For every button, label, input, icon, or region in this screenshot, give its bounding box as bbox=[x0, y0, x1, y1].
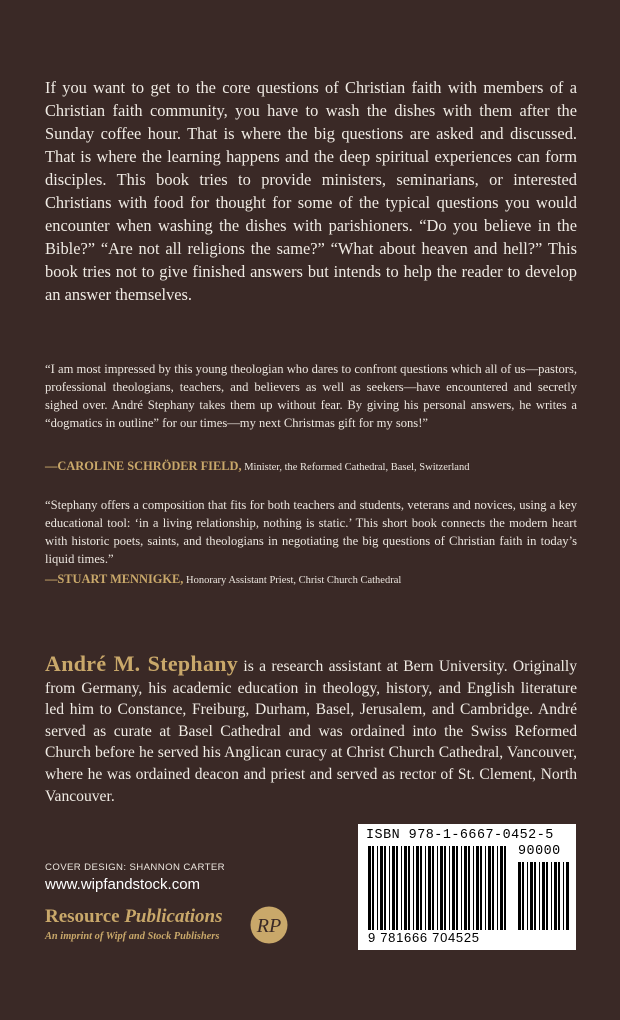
back-cover-blurb: If you want to get to the core questions of Christian faith with members of a Christian faith community, you have to wash the dishes with them after the Sunday coffee hour. That is where the big questions are asked and discussed. That is where the learning happens and the deep spiritual experiences can form disciples. This book tries to provide ministers, seminarians, or interested Christians with food for thought for some of the typical questions you would encounter when washing the dishes with parishioners. “Do you believe in the Bible?” “Are not all religions the same?” “What about heaven and hell?” This book tries not to give finished answers but intends to help the reader to develop an answer themselves. bbox=[45, 78, 577, 304]
isbn-barcode bbox=[358, 824, 576, 950]
endorser-name: —STUART MENNIGKE, bbox=[45, 572, 184, 586]
endorsement-quote: “Stephany offers a composition that fits for both teachers and students, veterans and novices, using a key educational tool: ‘in a living relationship, nothing is static.’ This short book connects the modern heart with historic poets, saints, and theologians in negotiating the big questions of Christian faith in today’s liquid times.” bbox=[45, 498, 577, 566]
endorser-name: —CAROLINE SCHRÖDER FIELD, bbox=[45, 459, 242, 473]
publisher-logo-text bbox=[45, 906, 223, 928]
author-bio-text: is a research assistant at Bern University. Originally from Germany, his academic education in theology, history, and English literature led him to Constance, Freiburg, Durham, Basel, Jerusalem, and Cambridge. André served as curate at Basel Cathedral and was ordained into the Swiss Reformed Church before he served his Anglican curacy at Christ Church Cathedral, Vancouver, where he was ordained deacon and priest and served as rector of St. Clement, North Vancouver. bbox=[45, 658, 577, 805]
author-name: André M. Stephany bbox=[45, 651, 239, 676]
rp-logo-icon bbox=[250, 906, 288, 944]
endorser-role: Honorary Assistant Priest, Christ Church Cathedral bbox=[186, 575, 402, 586]
endorser-role: Minister, the Reformed Cathedral, Basel, Switzerland bbox=[244, 462, 470, 473]
endorsement-quote: “I am most impressed by this young theologian who dares to confront questions which all of us—pastors, professional theologians, teachers, and believers as well as seekers—have encountered and secretly sighed over. André Stephany takes them up without fear. By giving his personal answers, he writes a “dogmatics in outline” for our times—my next Christmas gift for my sons!” bbox=[45, 362, 577, 430]
endorsement-attribution bbox=[45, 458, 585, 476]
barcode-digits: 9 781666 704525 bbox=[368, 930, 480, 945]
publisher-name-b: Publications bbox=[124, 906, 223, 927]
publisher-imprint: An imprint of Wipf and Stock Publishers bbox=[45, 931, 220, 942]
publisher-name-a: Resource bbox=[45, 906, 120, 927]
cover-design-credit: COVER DESIGN: SHANNON CARTER bbox=[45, 862, 226, 873]
price-code: 90000 bbox=[518, 844, 561, 859]
isbn-label: ISBN 978-1-6667-0452-5 bbox=[366, 828, 554, 843]
endorsement-attribution bbox=[45, 571, 585, 589]
author-bio bbox=[45, 653, 577, 807]
publisher-website: www.wipfandstock.com bbox=[45, 876, 201, 893]
rp-logo-letters: RP bbox=[256, 915, 282, 937]
